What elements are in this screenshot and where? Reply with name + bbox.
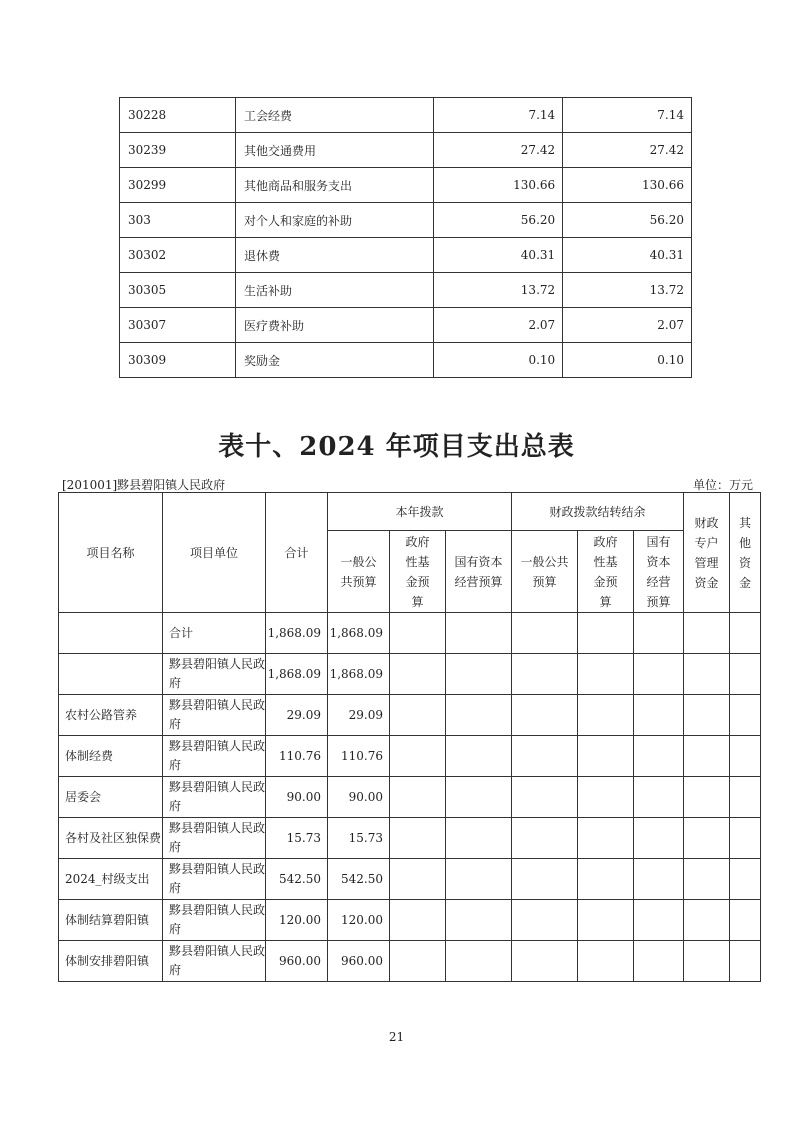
amount-cell: 40.31 [434, 238, 563, 273]
empty-cell [446, 900, 512, 941]
total-cell: 110.76 [266, 736, 328, 777]
general-public-cell: 1,868.09 [328, 654, 390, 695]
table-row [59, 859, 761, 900]
amount-cell: 130.66 [434, 168, 563, 203]
empty-cell [730, 941, 761, 982]
empty-cell [446, 613, 512, 654]
organization-label: [201001]黟县碧阳镇人民政府 [62, 478, 226, 492]
amount-cell: 0.10 [434, 343, 563, 378]
header-current-year: 本年拨款 [328, 493, 512, 531]
page-title: 表十、2024 年项目支出总表 [218, 432, 575, 462]
project-name-cell [59, 613, 163, 654]
empty-cell [512, 654, 578, 695]
general-public-cell: 960.00 [328, 941, 390, 982]
project-unit-cell: 黟县碧阳镇人民政府 [163, 900, 266, 941]
table-row [120, 133, 692, 168]
empty-cell [512, 777, 578, 818]
project-name-cell: 农村公路管养 [59, 695, 163, 736]
table-row [59, 654, 761, 695]
empty-cell [578, 818, 634, 859]
amount-cell: 7.14 [563, 98, 692, 133]
page-number: 21 [388, 1030, 405, 1044]
total-cell: 1,868.09 [266, 654, 328, 695]
empty-cell [578, 654, 634, 695]
table-row [59, 941, 761, 982]
general-public-cell: 15.73 [328, 818, 390, 859]
empty-cell [730, 859, 761, 900]
project-unit-cell: 黟县碧阳镇人民政府 [163, 818, 266, 859]
empty-cell [730, 777, 761, 818]
expense-code-cell: 30239 [120, 133, 236, 168]
amount-cell: 13.72 [434, 273, 563, 308]
empty-cell [446, 859, 512, 900]
empty-cell [578, 941, 634, 982]
table-row [59, 818, 761, 859]
empty-cell [684, 941, 730, 982]
expense-code-cell: 303 [120, 203, 236, 238]
table-row [120, 273, 692, 308]
empty-cell [512, 736, 578, 777]
amount-cell: 40.31 [563, 238, 692, 273]
header-general-public-carryover: 一般公共预算 [512, 531, 578, 613]
empty-cell [684, 654, 730, 695]
empty-cell [578, 736, 634, 777]
expense-name-cell: 医疗费补助 [235, 308, 433, 343]
expense-code-cell: 30228 [120, 98, 236, 133]
amount-cell: 7.14 [434, 98, 563, 133]
expense-code-cell: 30305 [120, 273, 236, 308]
total-cell: 1,868.09 [266, 613, 328, 654]
expense-name-cell: 工会经费 [235, 98, 433, 133]
empty-cell [730, 654, 761, 695]
project-name-cell: 体制结算碧阳镇 [59, 900, 163, 941]
table-row [59, 736, 761, 777]
project-unit-cell: 黟县碧阳镇人民政府 [163, 941, 266, 982]
general-public-cell: 29.09 [328, 695, 390, 736]
empty-cell [446, 736, 512, 777]
empty-cell [390, 777, 446, 818]
empty-cell [446, 695, 512, 736]
header-project-name: 项目名称 [59, 493, 163, 613]
empty-cell [446, 941, 512, 982]
header-project-unit: 项目单位 [163, 493, 266, 613]
project-name-cell: 各村及社区独保费 [59, 818, 163, 859]
expense-name-cell: 其他商品和服务支出 [235, 168, 433, 203]
empty-cell [390, 613, 446, 654]
expense-code-cell: 30302 [120, 238, 236, 273]
general-public-cell: 120.00 [328, 900, 390, 941]
expense-name-cell: 对个人和家庭的补助 [235, 203, 433, 238]
expense-name-cell: 奖励金 [235, 343, 433, 378]
amount-cell: 13.72 [563, 273, 692, 308]
amount-cell: 56.20 [563, 203, 692, 238]
empty-cell [684, 695, 730, 736]
empty-cell [512, 818, 578, 859]
empty-cell [390, 941, 446, 982]
empty-cell [390, 859, 446, 900]
empty-cell [730, 900, 761, 941]
total-cell: 960.00 [266, 941, 328, 982]
empty-cell [730, 818, 761, 859]
project-name-cell: 居委会 [59, 777, 163, 818]
project-unit-cell: 黟县碧阳镇人民政府 [163, 859, 266, 900]
empty-cell [634, 736, 684, 777]
table-row [120, 238, 692, 273]
header-general-public: 一般公共预算 [328, 531, 390, 613]
empty-cell [446, 654, 512, 695]
expense-name-cell: 生活补助 [235, 273, 433, 308]
general-public-cell: 110.76 [328, 736, 390, 777]
header-state-capital-carryover: 国有资本经营预算 [634, 531, 684, 613]
expense-code-cell: 30299 [120, 168, 236, 203]
amount-cell: 0.10 [563, 343, 692, 378]
empty-cell [578, 695, 634, 736]
total-cell: 15.73 [266, 818, 328, 859]
project-name-cell: 2024_村级支出 [59, 859, 163, 900]
project-unit-cell: 黟县碧阳镇人民政府 [163, 736, 266, 777]
header-carryover: 财政拨款结转结余 [512, 493, 684, 531]
empty-cell [684, 613, 730, 654]
empty-cell [390, 818, 446, 859]
empty-cell [390, 695, 446, 736]
empty-cell [684, 736, 730, 777]
empty-cell [730, 695, 761, 736]
expense-name-cell: 其他交通费用 [235, 133, 433, 168]
empty-cell [684, 777, 730, 818]
table-row [120, 308, 692, 343]
amount-cell: 27.42 [563, 133, 692, 168]
table-row [120, 98, 692, 133]
project-name-cell: 体制安排碧阳镇 [59, 941, 163, 982]
header-gov-fund-carryover: 政府性基金预算 [578, 531, 634, 613]
empty-cell [730, 736, 761, 777]
expense-code-cell: 30309 [120, 343, 236, 378]
table-row [120, 343, 692, 378]
empty-cell [634, 941, 684, 982]
empty-cell [578, 859, 634, 900]
project-expenditure-table [58, 492, 761, 982]
table-row [120, 203, 692, 238]
project-unit-cell: 合计 [163, 613, 266, 654]
table-row [59, 777, 761, 818]
project-unit-cell: 黟县碧阳镇人民政府 [163, 654, 266, 695]
empty-cell [634, 818, 684, 859]
empty-cell [390, 736, 446, 777]
empty-cell [512, 613, 578, 654]
amount-cell: 2.07 [434, 308, 563, 343]
expense-code-table [119, 97, 692, 378]
empty-cell [390, 654, 446, 695]
empty-cell [634, 613, 684, 654]
general-public-cell: 1,868.09 [328, 613, 390, 654]
empty-cell [512, 859, 578, 900]
total-cell: 29.09 [266, 695, 328, 736]
empty-cell [634, 695, 684, 736]
empty-cell [578, 613, 634, 654]
amount-cell: 2.07 [563, 308, 692, 343]
amount-cell: 27.42 [434, 133, 563, 168]
empty-cell [512, 695, 578, 736]
empty-cell [390, 900, 446, 941]
empty-cell [634, 654, 684, 695]
empty-cell [578, 777, 634, 818]
project-unit-cell: 黟县碧阳镇人民政府 [163, 695, 266, 736]
empty-cell [684, 900, 730, 941]
project-name-cell: 体制经费 [59, 736, 163, 777]
project-name-cell [59, 654, 163, 695]
empty-cell [512, 941, 578, 982]
table-row [59, 695, 761, 736]
general-public-cell: 90.00 [328, 777, 390, 818]
header-gov-fund: 政府性基金预算 [390, 531, 446, 613]
header-total: 合计 [266, 493, 328, 613]
project-unit-cell: 黟县碧阳镇人民政府 [163, 777, 266, 818]
table-row [120, 168, 692, 203]
empty-cell [634, 859, 684, 900]
empty-cell [446, 818, 512, 859]
empty-cell [684, 818, 730, 859]
empty-cell [446, 777, 512, 818]
empty-cell [512, 900, 578, 941]
table-row [59, 900, 761, 941]
total-cell: 90.00 [266, 777, 328, 818]
header-other-funds: 其他资金 [730, 493, 761, 613]
expense-code-cell: 30307 [120, 308, 236, 343]
empty-cell [634, 777, 684, 818]
empty-cell [634, 900, 684, 941]
total-cell: 542.50 [266, 859, 328, 900]
amount-cell: 56.20 [434, 203, 563, 238]
header-fiscal-special: 财政专户管理资金 [684, 493, 730, 613]
amount-cell: 130.66 [563, 168, 692, 203]
total-cell: 120.00 [266, 900, 328, 941]
general-public-cell: 542.50 [328, 859, 390, 900]
header-state-capital: 国有资本经营预算 [446, 531, 512, 613]
unit-label: 单位：万元 [692, 478, 753, 492]
empty-cell [730, 613, 761, 654]
expense-name-cell: 退休费 [235, 238, 433, 273]
empty-cell [578, 900, 634, 941]
empty-cell [684, 859, 730, 900]
table-row [59, 613, 761, 654]
